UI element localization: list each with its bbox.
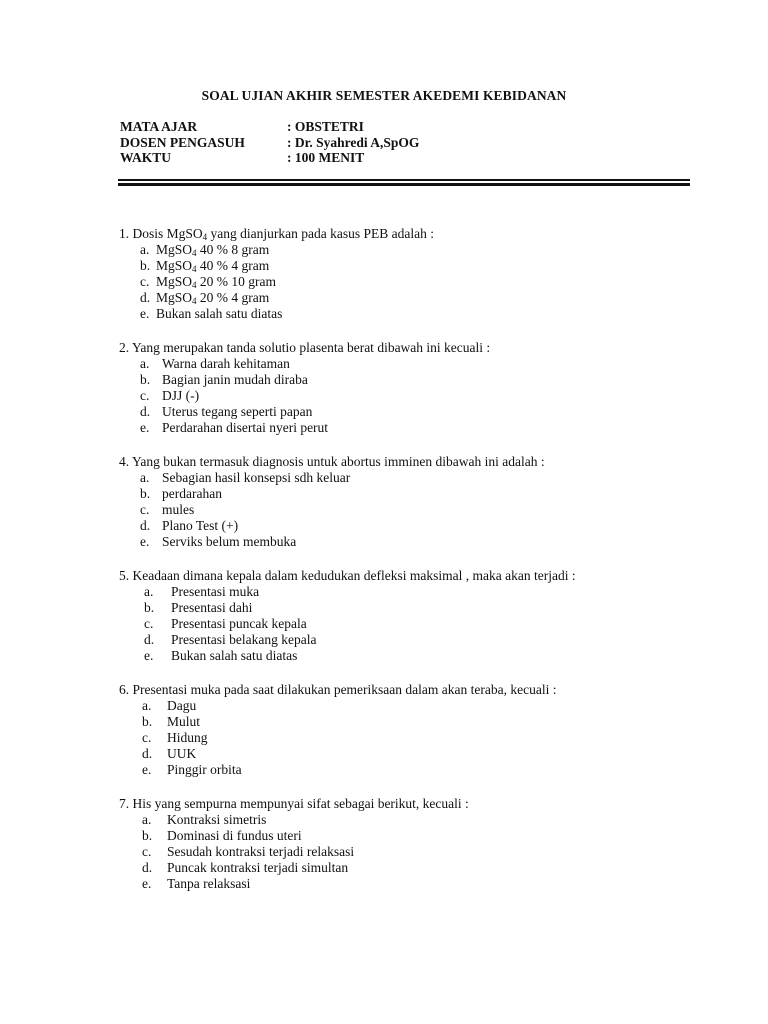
option-letter: c. xyxy=(142,844,152,859)
meta-label: MATA AJAR xyxy=(120,119,198,134)
option-letter: c. xyxy=(140,388,150,403)
meta-value: : OBSTETRI xyxy=(287,119,364,134)
option-text: Presentasi puncak kepala xyxy=(171,616,307,631)
option-text: Perdarahan disertai nyeri perut xyxy=(162,420,329,435)
option-letter: c. xyxy=(140,274,150,289)
option-text: Bukan salah satu diatas xyxy=(156,306,283,321)
option-text: Dagu xyxy=(167,698,197,713)
option-text: MgSO$_4$ 20 % 10 gram xyxy=(156,274,276,290)
option-letter: e. xyxy=(144,648,154,663)
option-text: Dominasi di fundus uteri xyxy=(167,828,302,843)
question-1 xyxy=(119,226,699,322)
option-text: Presentasi dahi xyxy=(171,600,253,615)
question-6 xyxy=(119,682,699,778)
option-letter: b. xyxy=(144,600,155,615)
answer-option xyxy=(119,812,699,828)
answer-option xyxy=(119,372,699,388)
option-text: Uterus tegang seperti papan xyxy=(162,404,313,419)
option-letter: a. xyxy=(140,470,150,485)
option-letter: b. xyxy=(140,372,151,387)
question-text: 5. Keadaan dimana kepala dalam kedudukan defleksi maksimal , maka akan terjadi : xyxy=(119,568,576,583)
option-letter: d. xyxy=(140,518,151,533)
option-text: Hidung xyxy=(167,730,208,745)
option-text: perdarahan xyxy=(162,486,222,501)
option-letter: e. xyxy=(142,762,152,777)
meta-row-lecturer xyxy=(120,135,419,151)
option-letter: e. xyxy=(140,306,150,321)
option-letter: d. xyxy=(144,632,155,647)
meta-row-subject xyxy=(120,119,419,135)
answer-option xyxy=(119,616,699,632)
option-text: Warna darah kehitaman xyxy=(162,356,290,371)
option-letter: a. xyxy=(140,356,150,371)
option-letter: e. xyxy=(142,876,152,891)
answer-option xyxy=(119,518,699,534)
option-letter: a. xyxy=(142,698,152,713)
question-5 xyxy=(119,568,699,664)
answer-option xyxy=(119,258,699,274)
answer-option xyxy=(119,746,699,762)
question-4 xyxy=(119,454,699,550)
exam-title: SOAL UJIAN AKHIR SEMESTER AKEDEMI KEBIDANAN xyxy=(201,88,567,103)
option-text: Serviks belum membuka xyxy=(162,534,297,549)
answer-option xyxy=(119,534,699,550)
option-text: Presentasi belakang kepala xyxy=(171,632,317,647)
option-letter: e. xyxy=(140,534,150,549)
option-text: UUK xyxy=(167,746,197,761)
exam-meta xyxy=(120,119,419,166)
option-letter: c. xyxy=(140,502,150,517)
answer-option xyxy=(119,762,699,778)
question-text: 2. Yang merupakan tanda solutio plasenta berat dibawah ini kecuali : xyxy=(119,340,491,355)
option-text: MgSO$_4$ 40 % 4 gram xyxy=(156,258,270,274)
answer-option xyxy=(119,274,699,290)
option-text: Pinggir orbita xyxy=(167,762,242,777)
answer-option xyxy=(119,714,699,730)
answer-option xyxy=(119,730,699,746)
meta-value: : Dr. Syahredi A,SpOG xyxy=(287,134,420,150)
option-text: Bagian janin mudah diraba xyxy=(162,372,308,387)
answer-option xyxy=(119,844,699,860)
option-text: MgSO$_4$ 40 % 8 gram xyxy=(156,242,270,258)
header-divider-top xyxy=(118,179,690,181)
option-letter: d. xyxy=(142,860,153,875)
answer-option xyxy=(119,584,699,600)
option-text: Plano Test (+) xyxy=(162,518,239,533)
option-text: mules xyxy=(162,502,195,517)
answer-option xyxy=(119,290,699,306)
option-letter: a. xyxy=(144,584,154,599)
option-text: Kontraksi simetris xyxy=(167,812,267,827)
option-letter: c. xyxy=(142,730,152,745)
option-text: Sebagian hasil konsepsi sdh keluar xyxy=(162,470,351,485)
answer-option xyxy=(119,876,699,892)
answer-option xyxy=(119,502,699,518)
answer-option xyxy=(119,648,699,664)
meta-label: WAKTU xyxy=(120,150,172,165)
option-text: DJJ (-) xyxy=(162,388,200,403)
question-list xyxy=(119,226,699,910)
answer-option xyxy=(119,306,699,322)
answer-option xyxy=(119,242,699,258)
meta-label: DOSEN PENGASUH xyxy=(120,134,245,150)
answer-option xyxy=(119,404,699,420)
answer-option xyxy=(119,486,699,502)
answer-option xyxy=(119,860,699,876)
option-letter: d. xyxy=(142,746,153,761)
option-letter: b. xyxy=(140,486,151,501)
answer-option xyxy=(119,600,699,616)
meta-row-time xyxy=(120,150,419,166)
answer-option xyxy=(119,828,699,844)
option-letter: b. xyxy=(140,258,151,273)
question-text: 7. His yang sempurna mempunyai sifat sebagai berikut, kecuali : xyxy=(119,796,469,811)
option-text: Tanpa relaksasi xyxy=(167,876,251,891)
option-text: Sesudah kontraksi terjadi relaksasi xyxy=(167,844,355,859)
option-letter: d. xyxy=(140,404,151,419)
header-divider-bottom xyxy=(118,183,690,186)
answer-option xyxy=(119,470,699,486)
question-7 xyxy=(119,796,699,892)
option-letter: b. xyxy=(142,714,153,729)
question-2 xyxy=(119,340,699,436)
question-text: 1. Dosis MgSO$_4$ yang dianjurkan pada kasus PEB adalah : xyxy=(119,226,434,242)
question-text: 6. Presentasi muka pada saat dilakukan pemeriksaan dalam akan teraba, kecuali : xyxy=(119,682,557,697)
option-letter: e. xyxy=(140,420,150,435)
option-letter: d. xyxy=(140,290,151,305)
answer-option xyxy=(119,420,699,436)
option-text: MgSO$_4$ 20 % 4 gram xyxy=(156,290,270,306)
answer-option xyxy=(119,698,699,714)
option-text: Bukan salah satu diatas xyxy=(171,648,298,663)
option-letter: a. xyxy=(142,812,152,827)
question-text: 4. Yang bukan termasuk diagnosis untuk abortus imminen dibawah ini adalah : xyxy=(119,454,545,469)
option-letter: c. xyxy=(144,616,154,631)
answer-option xyxy=(119,388,699,404)
option-text: Mulut xyxy=(167,714,201,729)
answer-option xyxy=(119,356,699,372)
option-letter: a. xyxy=(140,242,150,257)
answer-option xyxy=(119,632,699,648)
option-text: Presentasi muka xyxy=(171,584,260,599)
option-letter: b. xyxy=(142,828,153,843)
option-text: Puncak kontraksi terjadi simultan xyxy=(167,860,349,875)
meta-value: : 100 MENIT xyxy=(287,150,365,165)
